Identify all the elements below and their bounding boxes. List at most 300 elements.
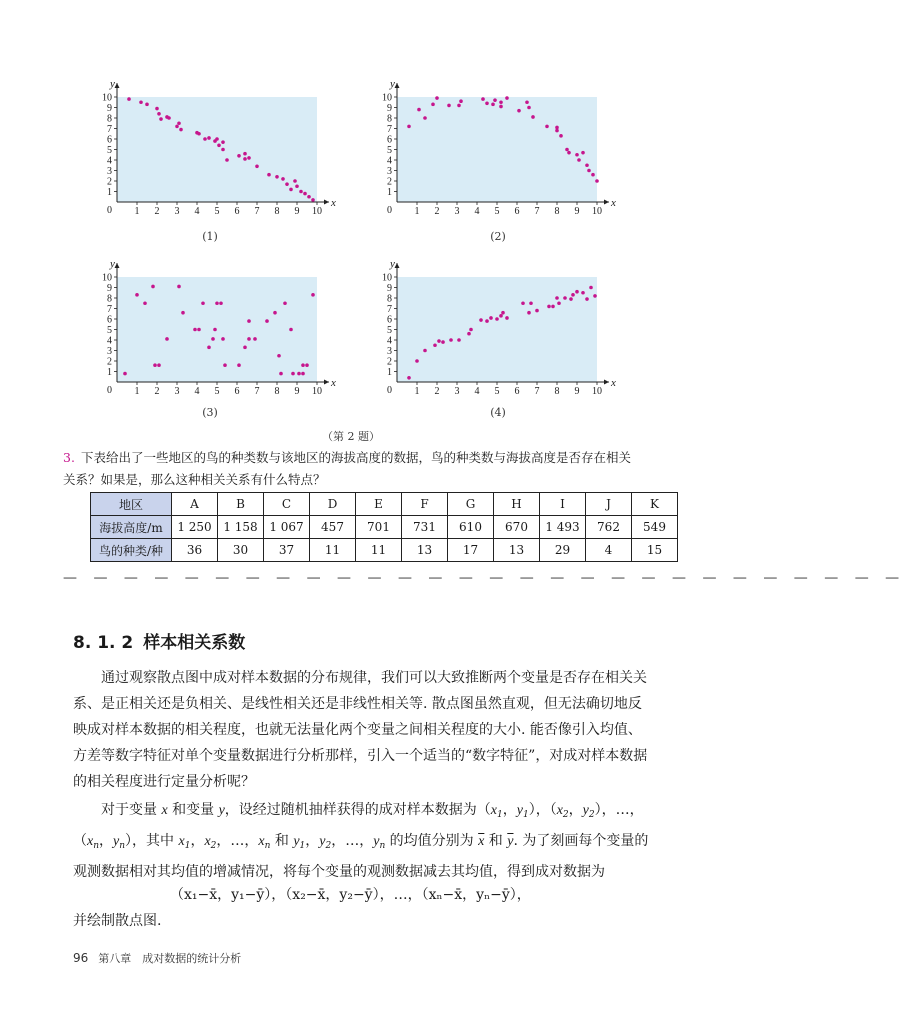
data-point bbox=[459, 99, 463, 103]
data-point bbox=[437, 339, 441, 343]
data-point bbox=[529, 301, 533, 305]
chapter-title: 第八章 成对数据的统计分析 bbox=[98, 952, 242, 965]
data-point bbox=[489, 316, 493, 320]
data-point bbox=[505, 96, 509, 100]
data-point bbox=[207, 136, 211, 140]
y-tick-label: 3 bbox=[107, 346, 112, 357]
table-row bbox=[91, 539, 678, 562]
x-tick-label: 9 bbox=[294, 206, 300, 217]
data-point bbox=[307, 195, 311, 199]
data-point bbox=[211, 337, 215, 341]
page-footer bbox=[73, 950, 241, 966]
data-point bbox=[585, 163, 589, 167]
table-cell: 762 bbox=[586, 516, 632, 539]
data-point bbox=[215, 301, 219, 305]
table-cell: H bbox=[494, 493, 540, 516]
data-point bbox=[423, 116, 427, 120]
data-point bbox=[217, 144, 221, 148]
question-number: 3. bbox=[63, 450, 75, 465]
data-point bbox=[505, 316, 509, 320]
y-tick-label: 3 bbox=[387, 346, 392, 357]
data-point bbox=[595, 179, 599, 183]
y-tick-label: 1 bbox=[107, 367, 112, 378]
data-point bbox=[449, 338, 453, 342]
x-tick-label: 3 bbox=[174, 386, 180, 397]
sub: n bbox=[93, 841, 100, 851]
text: 对于变量 bbox=[101, 802, 162, 818]
table-cell: 1 250 bbox=[172, 516, 218, 539]
x-tick-label: 9 bbox=[294, 386, 300, 397]
y-tick-label: 9 bbox=[387, 103, 392, 114]
data-point bbox=[565, 148, 569, 152]
table-cell: 4 bbox=[586, 539, 632, 562]
x-tick-label: 4 bbox=[474, 206, 480, 217]
sub: n bbox=[379, 841, 386, 851]
x-tick-label: 5 bbox=[494, 386, 500, 397]
data-point bbox=[527, 106, 531, 110]
x-tick-label: 8 bbox=[274, 386, 280, 397]
x-tick-label: 9 bbox=[574, 386, 580, 397]
scatter-plot-2-svg bbox=[375, 78, 620, 228]
table-cell: 701 bbox=[356, 516, 402, 539]
page-number: 96 bbox=[73, 951, 89, 965]
text: 的均值分别为 bbox=[385, 833, 479, 849]
x-tick-label: 7 bbox=[534, 386, 540, 397]
text: ， bbox=[99, 833, 114, 849]
data-point bbox=[175, 125, 179, 129]
section-number: 8. 1. 2 bbox=[73, 633, 134, 653]
table-cell: 11 bbox=[356, 539, 402, 562]
section-heading: 样本相关系数 bbox=[143, 633, 246, 653]
data-point bbox=[145, 103, 149, 107]
data-point bbox=[203, 137, 207, 141]
x-tick-label: 2 bbox=[154, 386, 160, 397]
y-axis-label: y bbox=[110, 258, 115, 270]
plot-area bbox=[397, 277, 597, 382]
data-point bbox=[499, 100, 503, 104]
data-point bbox=[221, 140, 225, 144]
y-tick-label: 3 bbox=[387, 166, 392, 177]
x-tick-label: 2 bbox=[434, 206, 440, 217]
x-axis-label: x bbox=[331, 377, 336, 389]
deviation-formula: （x₁−x̄，y₁−ȳ），（x₂−x̄，y₂−ȳ），…，（xₙ−x̄，yₙ−ȳ）， bbox=[170, 887, 531, 903]
scatter-plot-3 bbox=[95, 258, 340, 408]
y-axis-arrow bbox=[395, 263, 400, 268]
data-point bbox=[527, 311, 531, 315]
math-yn: y bbox=[373, 834, 380, 849]
table-cell: C bbox=[264, 493, 310, 516]
data-point bbox=[517, 109, 521, 113]
table-cell: 670 bbox=[494, 516, 540, 539]
table-cell: 610 bbox=[448, 516, 494, 539]
table-cell: B bbox=[218, 493, 264, 516]
data-point bbox=[237, 363, 241, 367]
x-axis-label: x bbox=[611, 197, 616, 209]
data-point bbox=[407, 125, 411, 129]
origin-label: 0 bbox=[387, 385, 392, 396]
data-point bbox=[255, 165, 259, 169]
x-tick-label: 2 bbox=[434, 386, 440, 397]
data-point bbox=[207, 346, 211, 350]
sub: n bbox=[264, 841, 271, 851]
math-x-bar: $\overline{x}$ bbox=[478, 834, 485, 849]
table-cell: D bbox=[310, 493, 356, 516]
data-point bbox=[221, 148, 225, 152]
math-y1: y bbox=[293, 834, 300, 849]
y-tick-label: 10 bbox=[382, 272, 392, 284]
data-point bbox=[301, 372, 305, 376]
x-axis-arrow bbox=[324, 380, 329, 385]
y-tick-label: 2 bbox=[387, 176, 392, 188]
data-point bbox=[447, 104, 451, 108]
data-point bbox=[469, 328, 473, 332]
data-point bbox=[551, 305, 555, 309]
data-point bbox=[501, 311, 505, 315]
data-point bbox=[555, 296, 559, 300]
data-point bbox=[281, 177, 285, 181]
data-point bbox=[201, 301, 205, 305]
y-tick-label: 4 bbox=[107, 335, 112, 347]
data-point bbox=[589, 286, 593, 290]
table-cell: 36 bbox=[172, 539, 218, 562]
y-tick-label: 1 bbox=[387, 187, 392, 198]
data-point bbox=[177, 285, 181, 289]
section-divider: — — — — — — — — — — — — — — — — — — — — — — — — — — — — bbox=[63, 570, 905, 586]
text: ， bbox=[568, 802, 583, 818]
table-cell: I bbox=[540, 493, 586, 516]
table-cell: J bbox=[586, 493, 632, 516]
data-point bbox=[299, 190, 303, 194]
data-point bbox=[563, 296, 567, 300]
y-tick-label: 5 bbox=[107, 145, 112, 156]
table-cell: 15 bbox=[632, 539, 678, 562]
y-tick-label: 8 bbox=[107, 113, 112, 125]
y-tick-label: 6 bbox=[387, 134, 392, 146]
x-tick-label: 5 bbox=[214, 386, 220, 397]
data-point bbox=[213, 328, 217, 332]
data-point bbox=[123, 372, 127, 376]
paragraph-1: 通过观察散点图中成对样本数据的分布规律，我们可以大致推断两个变量是否存在相关关系、是正相关还是负相关、是线性相关还是非线性相关等. 散点图虽然直观，但无法确切地反映成对样本数据的相关程度，也就无法量化两个变量之间相关程度的大小. 能否像引入均值、方差等数字特征对单个变量数据进行分析那样，引入一个适当的“数字特征”，对成对样本数据的相关程度进行定量分析呢？ bbox=[73, 670, 648, 790]
data-point bbox=[535, 309, 539, 313]
y-tick-label: 10 bbox=[102, 92, 112, 104]
math-y2: y bbox=[319, 834, 326, 849]
math-xn: x bbox=[87, 834, 94, 849]
y-tick-label: 9 bbox=[107, 283, 112, 294]
data-point bbox=[311, 293, 315, 297]
data-point bbox=[265, 319, 269, 323]
data-point bbox=[157, 112, 161, 116]
data-point bbox=[591, 173, 595, 177]
x-tick-label: 4 bbox=[474, 386, 480, 397]
x-tick-label: 3 bbox=[174, 206, 180, 217]
data-point bbox=[585, 297, 589, 301]
data-point bbox=[223, 363, 227, 367]
scatter-plot-4-svg bbox=[375, 258, 620, 408]
text: ，…， bbox=[216, 833, 259, 849]
data-point bbox=[267, 173, 271, 177]
plot-caption-2: (2) bbox=[490, 230, 506, 243]
data-point bbox=[153, 363, 157, 367]
y-axis-label: y bbox=[110, 78, 115, 90]
text: ），（ bbox=[528, 802, 557, 818]
data-point bbox=[179, 128, 183, 132]
data-point bbox=[547, 305, 551, 309]
origin-label: 0 bbox=[107, 385, 112, 396]
data-point bbox=[283, 301, 287, 305]
data-point bbox=[575, 290, 579, 294]
data-point bbox=[499, 314, 503, 318]
table-cell: E bbox=[356, 493, 402, 516]
data-point bbox=[593, 294, 597, 298]
data-point bbox=[139, 100, 143, 104]
math-xn: x bbox=[258, 834, 265, 849]
sub: 2 bbox=[588, 810, 595, 820]
y-tick-label: 10 bbox=[382, 92, 392, 104]
data-point bbox=[167, 116, 171, 120]
sub: 2 bbox=[210, 841, 217, 851]
data-point bbox=[247, 156, 251, 160]
y-tick-label: 8 bbox=[387, 293, 392, 305]
y-tick-label: 2 bbox=[387, 356, 392, 368]
x-axis-arrow bbox=[324, 200, 329, 205]
math-yn: y bbox=[113, 834, 120, 849]
table-cell: 30 bbox=[218, 539, 264, 562]
y-tick-label: 6 bbox=[387, 314, 392, 326]
scatter-plot-4 bbox=[375, 258, 620, 408]
data-point bbox=[165, 337, 169, 341]
y-tick-label: 5 bbox=[387, 145, 392, 156]
table-cell: 地区 bbox=[91, 493, 172, 516]
x-tick-label: 1 bbox=[134, 206, 140, 217]
y-tick-label: 2 bbox=[107, 176, 112, 188]
data-point bbox=[485, 102, 489, 106]
y-tick-label: 6 bbox=[107, 314, 112, 326]
scatter-plot-2 bbox=[375, 78, 620, 228]
data-point bbox=[243, 152, 247, 156]
data-point bbox=[289, 188, 293, 192]
x-tick-label: 10 bbox=[312, 386, 322, 397]
x-tick-label: 8 bbox=[554, 386, 560, 397]
math-y2: y bbox=[582, 803, 589, 818]
data-point bbox=[135, 293, 139, 297]
x-tick-label: 5 bbox=[494, 206, 500, 217]
x-axis-arrow bbox=[604, 380, 609, 385]
data-point bbox=[219, 301, 223, 305]
altitude-bird-table bbox=[90, 492, 678, 562]
data-point bbox=[569, 297, 573, 301]
y-tick-label: 3 bbox=[107, 166, 112, 177]
y-tick-label: 10 bbox=[102, 272, 112, 284]
x-tick-label: 7 bbox=[534, 206, 540, 217]
paragraph-2 bbox=[73, 797, 653, 885]
y-tick-label: 1 bbox=[387, 367, 392, 378]
table-cell: 17 bbox=[448, 539, 494, 562]
x-axis-label: x bbox=[611, 377, 616, 389]
table-cell: 13 bbox=[494, 539, 540, 562]
data-point bbox=[581, 151, 585, 155]
data-point bbox=[155, 107, 159, 111]
data-point bbox=[415, 359, 419, 363]
scatter-plot-1 bbox=[95, 78, 340, 228]
y-tick-label: 7 bbox=[107, 304, 112, 315]
data-point bbox=[127, 97, 131, 101]
x-tick-label: 7 bbox=[254, 386, 260, 397]
x-tick-label: 1 bbox=[414, 386, 420, 397]
data-point bbox=[581, 291, 585, 295]
x-tick-label: 2 bbox=[154, 206, 160, 217]
data-point bbox=[531, 115, 535, 119]
data-point bbox=[545, 125, 549, 129]
y-tick-label: 8 bbox=[107, 293, 112, 305]
data-point bbox=[197, 328, 201, 332]
y-tick-label: 7 bbox=[387, 304, 392, 315]
y-tick-label: 5 bbox=[387, 325, 392, 336]
plot-caption-3: (3) bbox=[202, 406, 218, 419]
figure-caption: （第 2 题） bbox=[322, 430, 380, 443]
math-y-bar: $\overline{y}$ bbox=[507, 834, 514, 849]
data-point bbox=[253, 337, 257, 341]
y-axis-arrow bbox=[115, 83, 120, 88]
data-point bbox=[555, 129, 559, 133]
data-point bbox=[499, 105, 503, 109]
text: ， bbox=[502, 802, 517, 818]
scatter-plot-3-svg bbox=[95, 258, 340, 408]
table-cell: 37 bbox=[264, 539, 310, 562]
question-3 bbox=[63, 447, 643, 491]
table-cell: 1 493 bbox=[540, 516, 586, 539]
sub: 1 bbox=[522, 810, 529, 820]
data-point bbox=[525, 100, 529, 104]
data-point bbox=[193, 328, 197, 332]
sub: 2 bbox=[325, 841, 332, 851]
x-tick-label: 7 bbox=[254, 206, 260, 217]
data-point bbox=[157, 363, 161, 367]
data-point bbox=[181, 311, 185, 315]
table-cell: G bbox=[448, 493, 494, 516]
x-tick-label: 6 bbox=[234, 206, 240, 217]
data-point bbox=[457, 338, 461, 342]
data-point bbox=[305, 363, 309, 367]
plot-caption-1: (1) bbox=[202, 230, 218, 243]
x-tick-label: 10 bbox=[592, 206, 602, 217]
data-point bbox=[285, 182, 289, 186]
data-point bbox=[587, 169, 591, 173]
table-cell: 鸟的种类/种 bbox=[91, 539, 172, 562]
table-cell: K bbox=[632, 493, 678, 516]
data-point bbox=[243, 346, 247, 350]
math-x1: x bbox=[490, 803, 498, 818]
data-point bbox=[557, 301, 561, 305]
sub: n bbox=[119, 841, 126, 851]
data-point bbox=[297, 372, 301, 376]
y-tick-label: 4 bbox=[387, 335, 392, 347]
data-point bbox=[221, 337, 225, 341]
y-axis-label: y bbox=[390, 258, 395, 270]
sub: 1 bbox=[184, 841, 191, 851]
y-axis-arrow bbox=[395, 83, 400, 88]
data-point bbox=[555, 126, 559, 130]
question-text: 下表给出了一些地区的鸟的种类数与该地区的海拔高度的数据，鸟的种类数与海拔高度是否存在相关关系？如果是，那么这种相关关系有什么特点？ bbox=[63, 450, 631, 487]
table-cell: 11 bbox=[310, 539, 356, 562]
sub: 2 bbox=[562, 810, 569, 820]
data-point bbox=[311, 198, 315, 202]
data-point bbox=[457, 104, 461, 108]
y-tick-label: 6 bbox=[107, 134, 112, 146]
origin-label: 0 bbox=[107, 205, 112, 216]
data-point bbox=[275, 175, 279, 179]
x-axis-arrow bbox=[604, 200, 609, 205]
data-point bbox=[485, 319, 489, 323]
x-tick-label: 10 bbox=[312, 206, 322, 217]
data-point bbox=[215, 137, 219, 141]
x-tick-label: 3 bbox=[454, 386, 460, 397]
data-point bbox=[491, 103, 495, 107]
data-point bbox=[295, 184, 299, 188]
text: . 为了刻画每个变量的观测数据相对其均值的增减情况，将每个变量的观测数据减去其均值，得到成对数据为 bbox=[73, 833, 649, 880]
data-point bbox=[479, 318, 483, 322]
x-tick-label: 3 bbox=[454, 206, 460, 217]
data-point bbox=[417, 108, 421, 112]
data-point bbox=[197, 132, 201, 136]
math-x2: x bbox=[556, 803, 563, 818]
plot-caption-4: (4) bbox=[490, 406, 506, 419]
x-tick-label: 1 bbox=[414, 206, 420, 217]
data-point bbox=[577, 158, 581, 162]
data-point bbox=[303, 192, 307, 196]
data-point bbox=[431, 103, 435, 107]
data-point bbox=[423, 349, 427, 353]
origin-label: 0 bbox=[387, 205, 392, 216]
x-tick-label: 8 bbox=[274, 206, 280, 217]
data-point bbox=[575, 153, 579, 157]
y-tick-label: 8 bbox=[387, 113, 392, 125]
data-point bbox=[151, 285, 155, 289]
section-title bbox=[73, 628, 245, 653]
x-tick-label: 9 bbox=[574, 206, 580, 217]
y-tick-label: 7 bbox=[107, 124, 112, 135]
data-point bbox=[467, 332, 471, 336]
data-point bbox=[225, 158, 229, 162]
text: 和 bbox=[484, 833, 508, 849]
data-point bbox=[433, 343, 437, 347]
table-row bbox=[91, 516, 678, 539]
data-point bbox=[237, 154, 241, 158]
table-cell: 457 bbox=[310, 516, 356, 539]
text: ， bbox=[305, 833, 320, 849]
x-axis-label: x bbox=[331, 197, 336, 209]
data-point bbox=[435, 96, 439, 100]
table-cell: 13 bbox=[402, 539, 448, 562]
y-axis-arrow bbox=[115, 263, 120, 268]
data-point bbox=[273, 311, 277, 315]
x-tick-label: 10 bbox=[592, 386, 602, 397]
x-tick-label: 4 bbox=[194, 206, 200, 217]
text: ），其中 bbox=[125, 833, 179, 849]
y-tick-label: 9 bbox=[107, 103, 112, 114]
y-tick-label: 4 bbox=[107, 155, 112, 167]
table-row bbox=[91, 493, 678, 516]
x-tick-label: 6 bbox=[514, 206, 520, 217]
x-tick-label: 6 bbox=[234, 386, 240, 397]
table-cell: 1 158 bbox=[218, 516, 264, 539]
y-tick-label: 9 bbox=[387, 283, 392, 294]
table-cell: 1 067 bbox=[264, 516, 310, 539]
data-point bbox=[301, 363, 305, 367]
scatter-plot-1-svg bbox=[95, 78, 340, 228]
plot-area bbox=[117, 97, 317, 202]
table-cell: F bbox=[402, 493, 448, 516]
data-point bbox=[407, 376, 411, 380]
